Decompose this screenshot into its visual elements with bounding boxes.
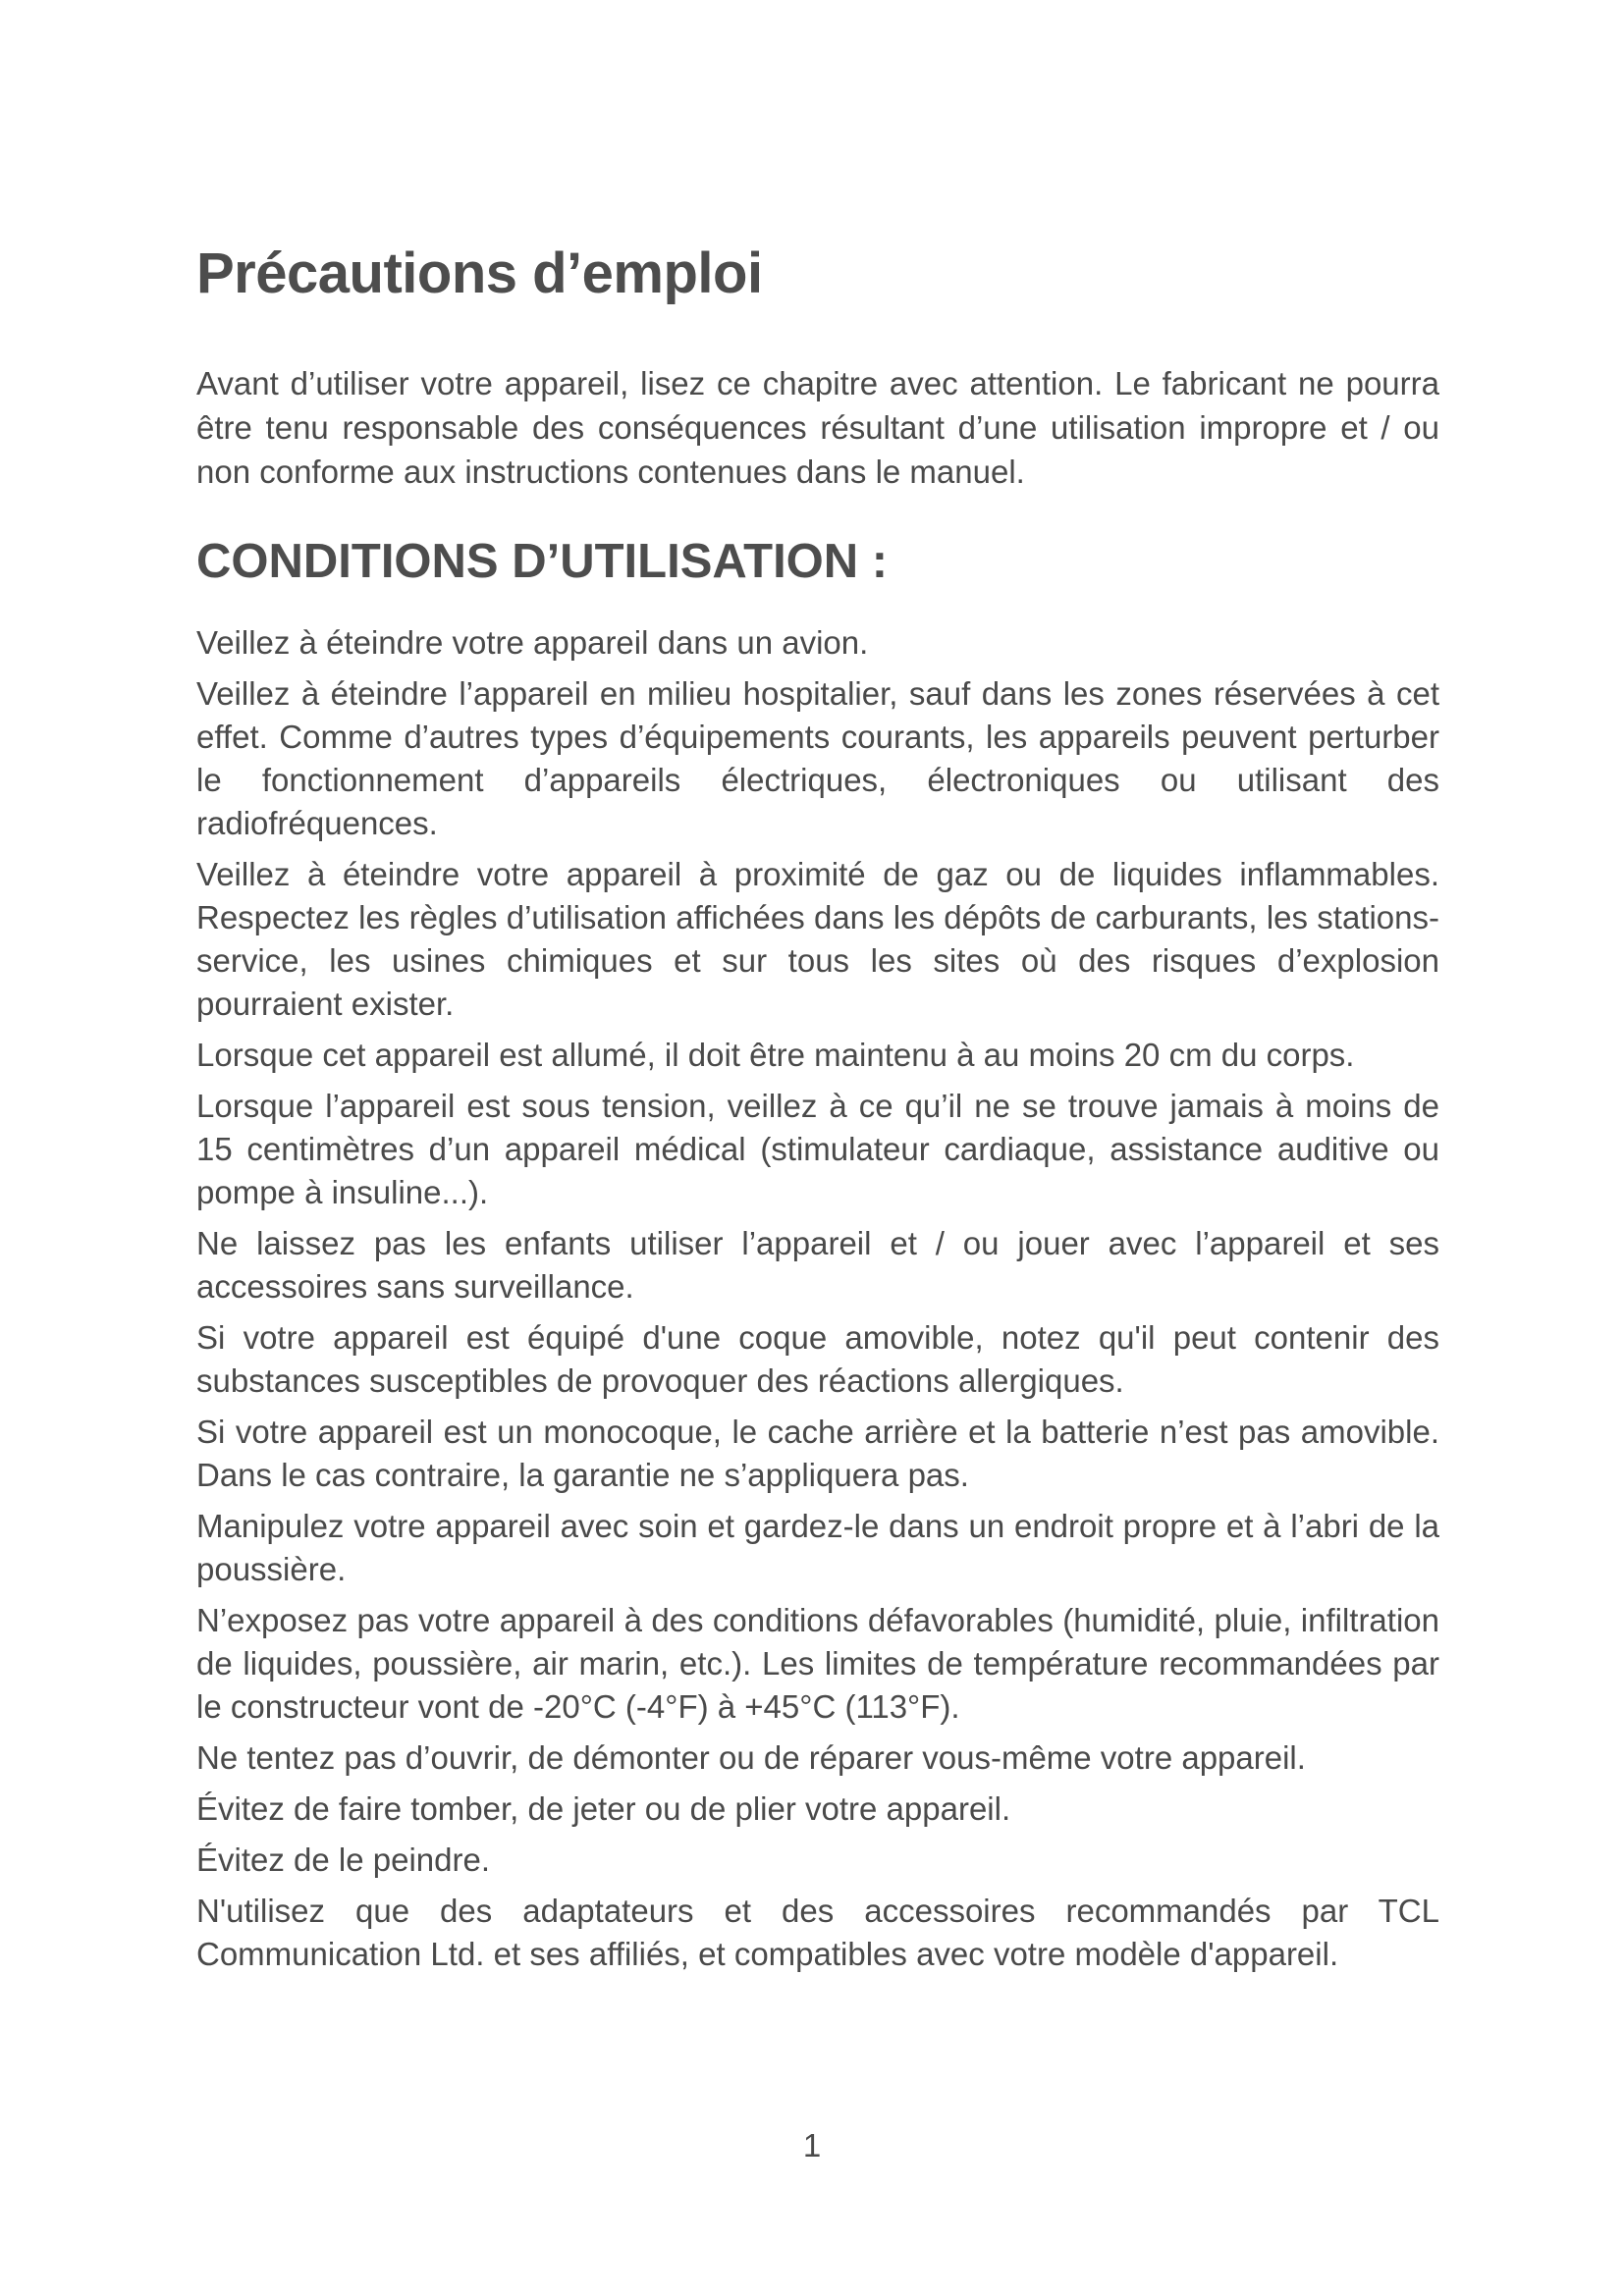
section-heading: CONDITIONS D’UTILISATION : xyxy=(196,535,889,588)
condition-paragraph: Ne tentez pas d’ouvrir, de démonter ou de réparer vous-même votre appareil. xyxy=(196,1739,1306,1776)
page-title: Précautions d’emploi xyxy=(196,241,763,305)
condition-paragraph: Veillez à éteindre votre appareil dans un avion. xyxy=(196,624,869,661)
condition-paragraph: Veillez à éteindre l’appareil en milieu hospitalier, sauf dans les zones réservées à cet effet. Comme d’autres types d’équipements courants, les appareils peuvent perturber le fonctionnement d’appareils électriques, électroniques ou utilisant des radiofréquences. xyxy=(196,675,1439,841)
conditions-list xyxy=(196,621,1439,1984)
condition-paragraph: Évitez de le peindre. xyxy=(196,1842,491,1878)
intro-paragraph: Avant d’utiliser votre appareil, lisez ce chapitre avec attention. Le fabricant ne pourra être tenu responsable des conséquences résultant d’une utilisation impropre et / ou non conforme aux instructions contenues dans le manuel. xyxy=(196,365,1439,490)
page-number: 1 xyxy=(802,2127,822,2163)
condition-paragraph: Lorsque cet appareil est allumé, il doit être maintenu à au moins 20 cm du corps. xyxy=(196,1037,1355,1073)
condition-paragraph: N'utilisez que des adaptateurs et des accessoires recommandés par TCL Communication Ltd. et ses affiliés, et compatibles avec votre modèle d'appareil. xyxy=(196,1893,1439,1972)
condition-paragraph: N’exposez pas votre appareil à des conditions défavorables (humidité, pluie, infiltration de liquides, poussière, air marin, etc.). Les limites de température recommandées par le constructeur vont de -20°C (-4°F) à +45°C (113°F). xyxy=(196,1602,1439,1725)
condition-paragraph: Si votre appareil est un monocoque, le cache arrière et la batterie n’est pas amovible. Dans le cas contraire, la garantie ne s’appliquera pas. xyxy=(196,1414,1439,1493)
condition-paragraph: Ne laissez pas les enfants utiliser l’appareil et / ou jouer avec l’appareil et ses accessoires sans surveillance. xyxy=(196,1225,1439,1305)
condition-paragraph: Évitez de faire tomber, de jeter ou de plier votre appareil. xyxy=(196,1790,1011,1827)
condition-paragraph: Si votre appareil est équipé d'une coque amovible, notez qu'il peut contenir des substances susceptibles de provoquer des réactions allergiques. xyxy=(196,1319,1439,1399)
condition-paragraph: Veillez à éteindre votre appareil à proximité de gaz ou de liquides inflammables. Respectez les règles d’utilisation affichées dans les dépôts de carburants, les stations-service, les usines chimiques et sur tous les sites où des risques d’explosion pourraient exister. xyxy=(196,856,1439,1022)
condition-paragraph: Manipulez votre appareil avec soin et gardez-le dans un endroit propre et à l’abri de la poussière. xyxy=(196,1508,1439,1587)
condition-paragraph: Lorsque l’appareil est sous tension, veillez à ce qu’il ne se trouve jamais à moins de 15 centimètres d’un appareil médical (stimulateur cardiaque, assistance auditive ou pompe à insuline...). xyxy=(196,1088,1439,1210)
